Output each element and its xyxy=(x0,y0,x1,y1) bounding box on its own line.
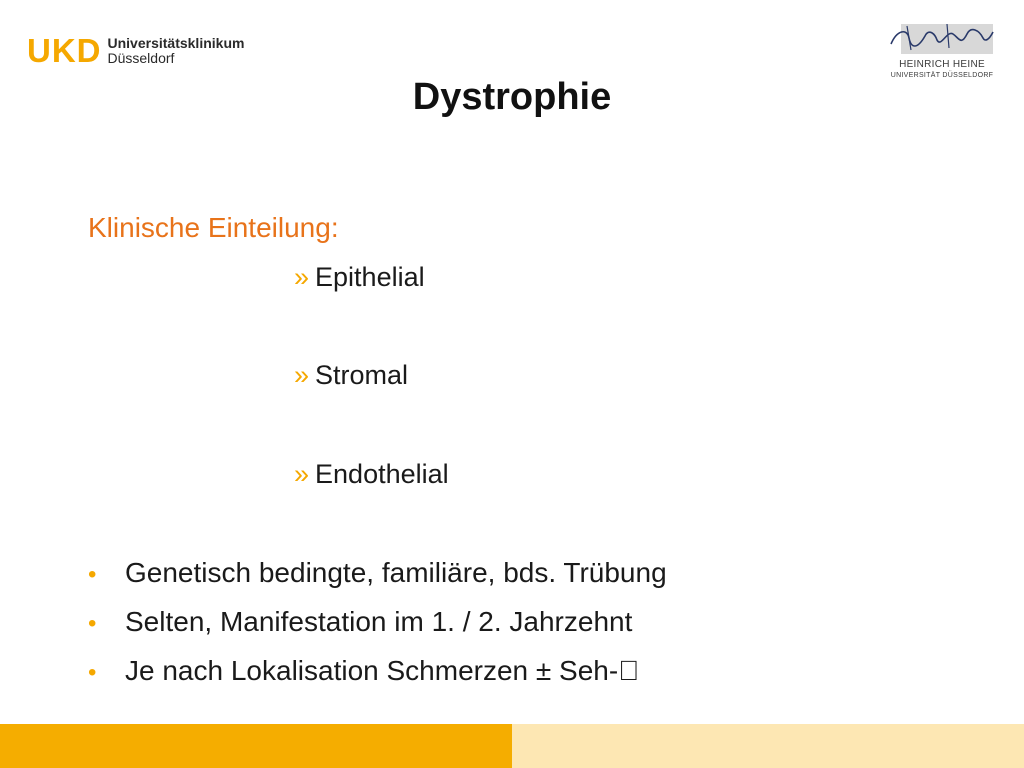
chevron-marker-icon: » xyxy=(294,262,310,292)
ukd-logo xyxy=(27,34,244,67)
bullet-dot-icon: • xyxy=(88,561,97,588)
hhu-logo xyxy=(887,20,997,84)
chevron-marker-icon: » xyxy=(294,360,310,390)
hhu-logo-name: HEINRICH HEINE xyxy=(899,59,985,70)
footer-bar-right xyxy=(512,724,1024,768)
slide-title: Dystrophie xyxy=(412,76,612,118)
ukd-logo-line1: Universitätsklinikum xyxy=(107,34,245,51)
sub-item-label: Endothelial xyxy=(315,459,449,489)
ukd-logo-line2: Düsseldorf xyxy=(107,49,175,66)
bullet-text: Selten, Manifestation im 1. / 2. Jahrzehnt xyxy=(125,606,633,637)
sub-item-endothelial xyxy=(294,459,449,490)
sub-item-epithelial xyxy=(294,262,425,293)
footer-bar-left xyxy=(0,724,512,768)
bullet-item xyxy=(88,557,667,589)
ukd-logo-mark: UKD xyxy=(27,32,102,69)
bullet-dot-icon: • xyxy=(88,659,97,686)
sub-item-label: Epithelial xyxy=(315,262,425,292)
subheading: Klinische Einteilung: xyxy=(88,212,339,243)
chevron-marker-icon: » xyxy=(294,459,310,489)
bullet-dot-icon: • xyxy=(88,610,97,637)
ukd-logo-text xyxy=(108,36,245,65)
hhu-signature-icon xyxy=(887,20,997,60)
bullet-item xyxy=(88,655,639,687)
sub-item-label: Stromal xyxy=(315,360,409,390)
bullet-item xyxy=(88,606,632,638)
bullet-text: Genetisch bedingte, familiäre, bds. Trübung xyxy=(125,557,667,588)
bullet-text: Je nach Lokalisation Schmerzen ± Seh-⃞ xyxy=(125,655,640,686)
sub-item-stromal xyxy=(294,360,408,391)
hhu-logo-sub: UNIVERSITÄT DÜSSELDORF xyxy=(890,72,994,79)
